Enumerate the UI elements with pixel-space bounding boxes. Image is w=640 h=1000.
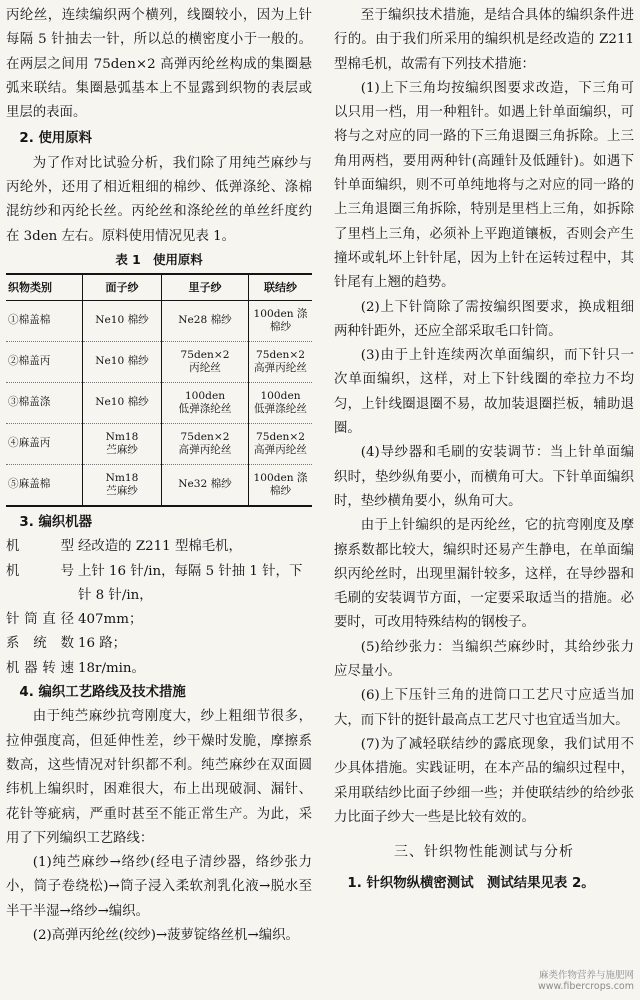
table-cell-face-yarn: Ne10 棉纱 <box>83 341 162 382</box>
spec-label: 系统数 <box>6 636 74 652</box>
paragraph-measure-1: (1)上下三角均按编织图要求改造，下三角可以只用一档，用一种粗针。如遇上针单面编织，可将与之对应的同一路的下三角退圈三角拆除。上三角用两档，要用两种针(高踵针及低踵针)。如遇下针单面编织，则不可单纯地将与之对应的同一路的上三角退圈三角拆除，特别是里档上三角，如拆除了里档上三角，必须补上平跑道镶板，否则会产生撞坏或轧坏上针针尾，因为上针在运转过程中，其针尾有上翘的趋势。 <box>334 80 634 291</box>
paragraph-measure-4: (4)导纱器和毛刷的安装调节：当上针单面编织时，垫纱纵角要小，而横角可大。下针单面编织时，垫纱横角要小，纵角可大。 <box>334 445 634 509</box>
spec-value: 上针 16 针/in，每隔 5 针抽 1 针，下针 8 针/in， <box>78 563 303 603</box>
spec-label: 机 型 <box>6 539 74 555</box>
paragraph-measure-2: (2)上下针筒除了需按编织图要求，换成粗细两种针距外，还应全部采取毛口针筒。 <box>334 299 634 339</box>
table-row <box>6 341 312 382</box>
table-cell-back-yarn: 100den 低弹涤纶丝 <box>162 382 249 423</box>
spec-value: 407mm； <box>78 612 143 628</box>
spec-value: 18r/min。 <box>78 660 145 676</box>
paragraph-process-route: 由于纯苎麻纱抗弯刚度大，纱上粗细节很多，拉伸强度高，但延伸性差，纱干燥时发脆，摩擦系数高，这些情况对针织都不利。纯苎麻纱在双面圆纬机上编织时，困难很大，布上出现破洞、漏针、花针等疵病，严重时甚至不能正常生产。为此，采用了下列编织工艺路线： <box>6 709 312 846</box>
table-cell-back-yarn: Ne32 棉纱 <box>162 464 249 506</box>
table-cell-face-yarn: Nm18 苎麻纱 <box>83 464 162 506</box>
machine-spec-row <box>6 632 312 656</box>
watermark-name: 麻类作物营养与施肥网 <box>538 970 634 981</box>
machine-spec-row <box>6 657 312 681</box>
table-cell-back-yarn: 75den×2 丙纶丝 <box>162 341 249 382</box>
site-watermark <box>538 970 634 992</box>
paragraph-measure-4b: 由于上针编织的是丙纶丝，它的抗弯刚度及摩擦系数都比较大，编织时还易产生静电，在单面编织丙纶丝时，出现里漏针较多，这样，在导纱器和毛刷的安装调节方面，一定要采取适当的措施。必要时，可改用特殊结构的钢梭子。 <box>334 518 634 631</box>
table-header-face-yarn: 面子纱 <box>83 274 162 301</box>
table-cell-category: ②棉盖丙 <box>6 341 83 382</box>
table-cell-face-yarn: Ne10 棉纱 <box>83 382 162 423</box>
paragraph-measure-5: (5)给纱张力：当编织苎麻纱时，其给纱张力应尽量小。 <box>334 639 634 680</box>
paragraph-tech-intro: 至于编织技术措施，是结合具体的编织条件进行的。由于我们所采用的编织机是经改造的 Z211 型棉毛机，故需有下列技术措施： <box>334 8 634 72</box>
table-cell-back-yarn: 75den×2 高弹丙纶丝 <box>162 423 249 464</box>
paragraph-intro: 丙纶丝，连续编织两个横列，线圈较小，因为上针每隔 5 针抽去一针，所以总的横密度小于一般的。在两层之间用 75den×2 高弹丙纶丝构成的集圈悬弧来联结。集圈悬弧基本上不显露到织物的表层或里层的表面。 <box>6 8 312 121</box>
table-cell-category: ④麻盖丙 <box>6 423 83 464</box>
watermark-url: www.fibercrops.com <box>537 981 634 992</box>
machine-spec-row <box>6 560 312 609</box>
heading-density-test: 1. 针织物纵横密测试 测试结果见表 2。 <box>347 876 595 892</box>
spec-label: 机 号 <box>6 563 74 579</box>
heading-machine: 3. 编织机器 <box>19 514 93 530</box>
table-cell-tie-yarn: 100den 涤棉纱 <box>249 300 313 341</box>
table-cell-category: ⑤麻盖棉 <box>6 464 83 506</box>
table-row <box>6 382 312 423</box>
table-header-back-yarn: 里子纱 <box>162 274 249 301</box>
paragraph-measure-7: (7)为了减轻联结纱的露底现象，我们试用不少具体措施。实践证明，在本产品的编织过程中，采用联结纱比面子纱细一些；并使联结纱的给纱张力比面子纱大一些是比较有效的。 <box>334 736 634 825</box>
right-column <box>334 4 634 897</box>
table-cell-tie-yarn: 100den 低弹涤纶丝 <box>249 382 313 423</box>
table-header-category: 织物类别 <box>6 274 83 301</box>
heading-process: 4. 编织工艺路线及技术措施 <box>19 685 186 701</box>
machine-spec-row <box>6 608 312 632</box>
spec-label: 针筒直径 <box>6 612 74 628</box>
spec-value: 经改造的 Z211 型棉毛机， <box>78 539 242 555</box>
paragraph-measure-3: (3)由于上针连续两次单面编织，而下针只一次单面编织，这样，对上下针线圈的牵拉力不均匀，上针线圈退圈不易，故加装退圈拦板，辅助退圈。 <box>334 348 634 437</box>
table-header-row <box>6 274 312 301</box>
left-column <box>6 4 312 948</box>
table-cell-category: ①棉盖棉 <box>6 300 83 341</box>
table-cell-category: ③棉盖涤 <box>6 382 83 423</box>
heading-raw-materials: 2. 使用原料 <box>19 131 93 147</box>
table-caption: 表 1 使用原料 <box>115 251 203 267</box>
machine-spec-list <box>6 535 312 681</box>
spec-label: 机器转速 <box>6 660 74 676</box>
table-cell-back-yarn: Ne28 棉纱 <box>162 300 249 341</box>
spec-value: 16 路； <box>78 636 127 652</box>
materials-table <box>6 273 312 507</box>
paragraph-measure-6: (6)上下压针三角的进筒口工艺尺寸应适当加大，而下针的挺针最高点工艺尺寸也宜适当加大。 <box>334 688 634 728</box>
table-cell-tie-yarn: 75den×2 高弹丙纶丝 <box>249 423 313 464</box>
section-heading-testing: 三、针织物性能测试与分析 <box>394 844 574 861</box>
table-row <box>6 423 312 464</box>
paragraph-route-2: (2)高弹丙纶丝(绞纱)→菠萝锭络丝机→编织。 <box>32 928 299 944</box>
machine-spec-row <box>6 535 312 559</box>
table-cell-tie-yarn: 100den 涤棉纱 <box>249 464 313 506</box>
table-header-tie-yarn: 联结纱 <box>249 274 313 301</box>
table-cell-tie-yarn: 75den×2 高弹丙纶丝 <box>249 341 313 382</box>
table-row <box>6 464 312 506</box>
paragraph-materials: 为了作对比试验分析，我们除了用纯苎麻纱与丙纶外，还用了相近粗细的棉纱、低弹涤纶、涤棉混纺纱和丙纶长丝。丙纶丝和涤纶丝的单丝纤度约在 3den 左右。原料使用情况见表 1。 <box>6 155 312 244</box>
table-row <box>6 300 312 341</box>
paragraph-route-1: (1)纯苎麻纱→络纱(经电子清纱器，络纱张力小，筒子卷绕松)→筒子浸入柔软剂乳化液→脱水至半干半湿→络纱→编织。 <box>6 855 312 919</box>
table-cell-face-yarn: Nm18 苎麻纱 <box>83 423 162 464</box>
table-cell-face-yarn: Ne10 棉纱 <box>83 300 162 341</box>
